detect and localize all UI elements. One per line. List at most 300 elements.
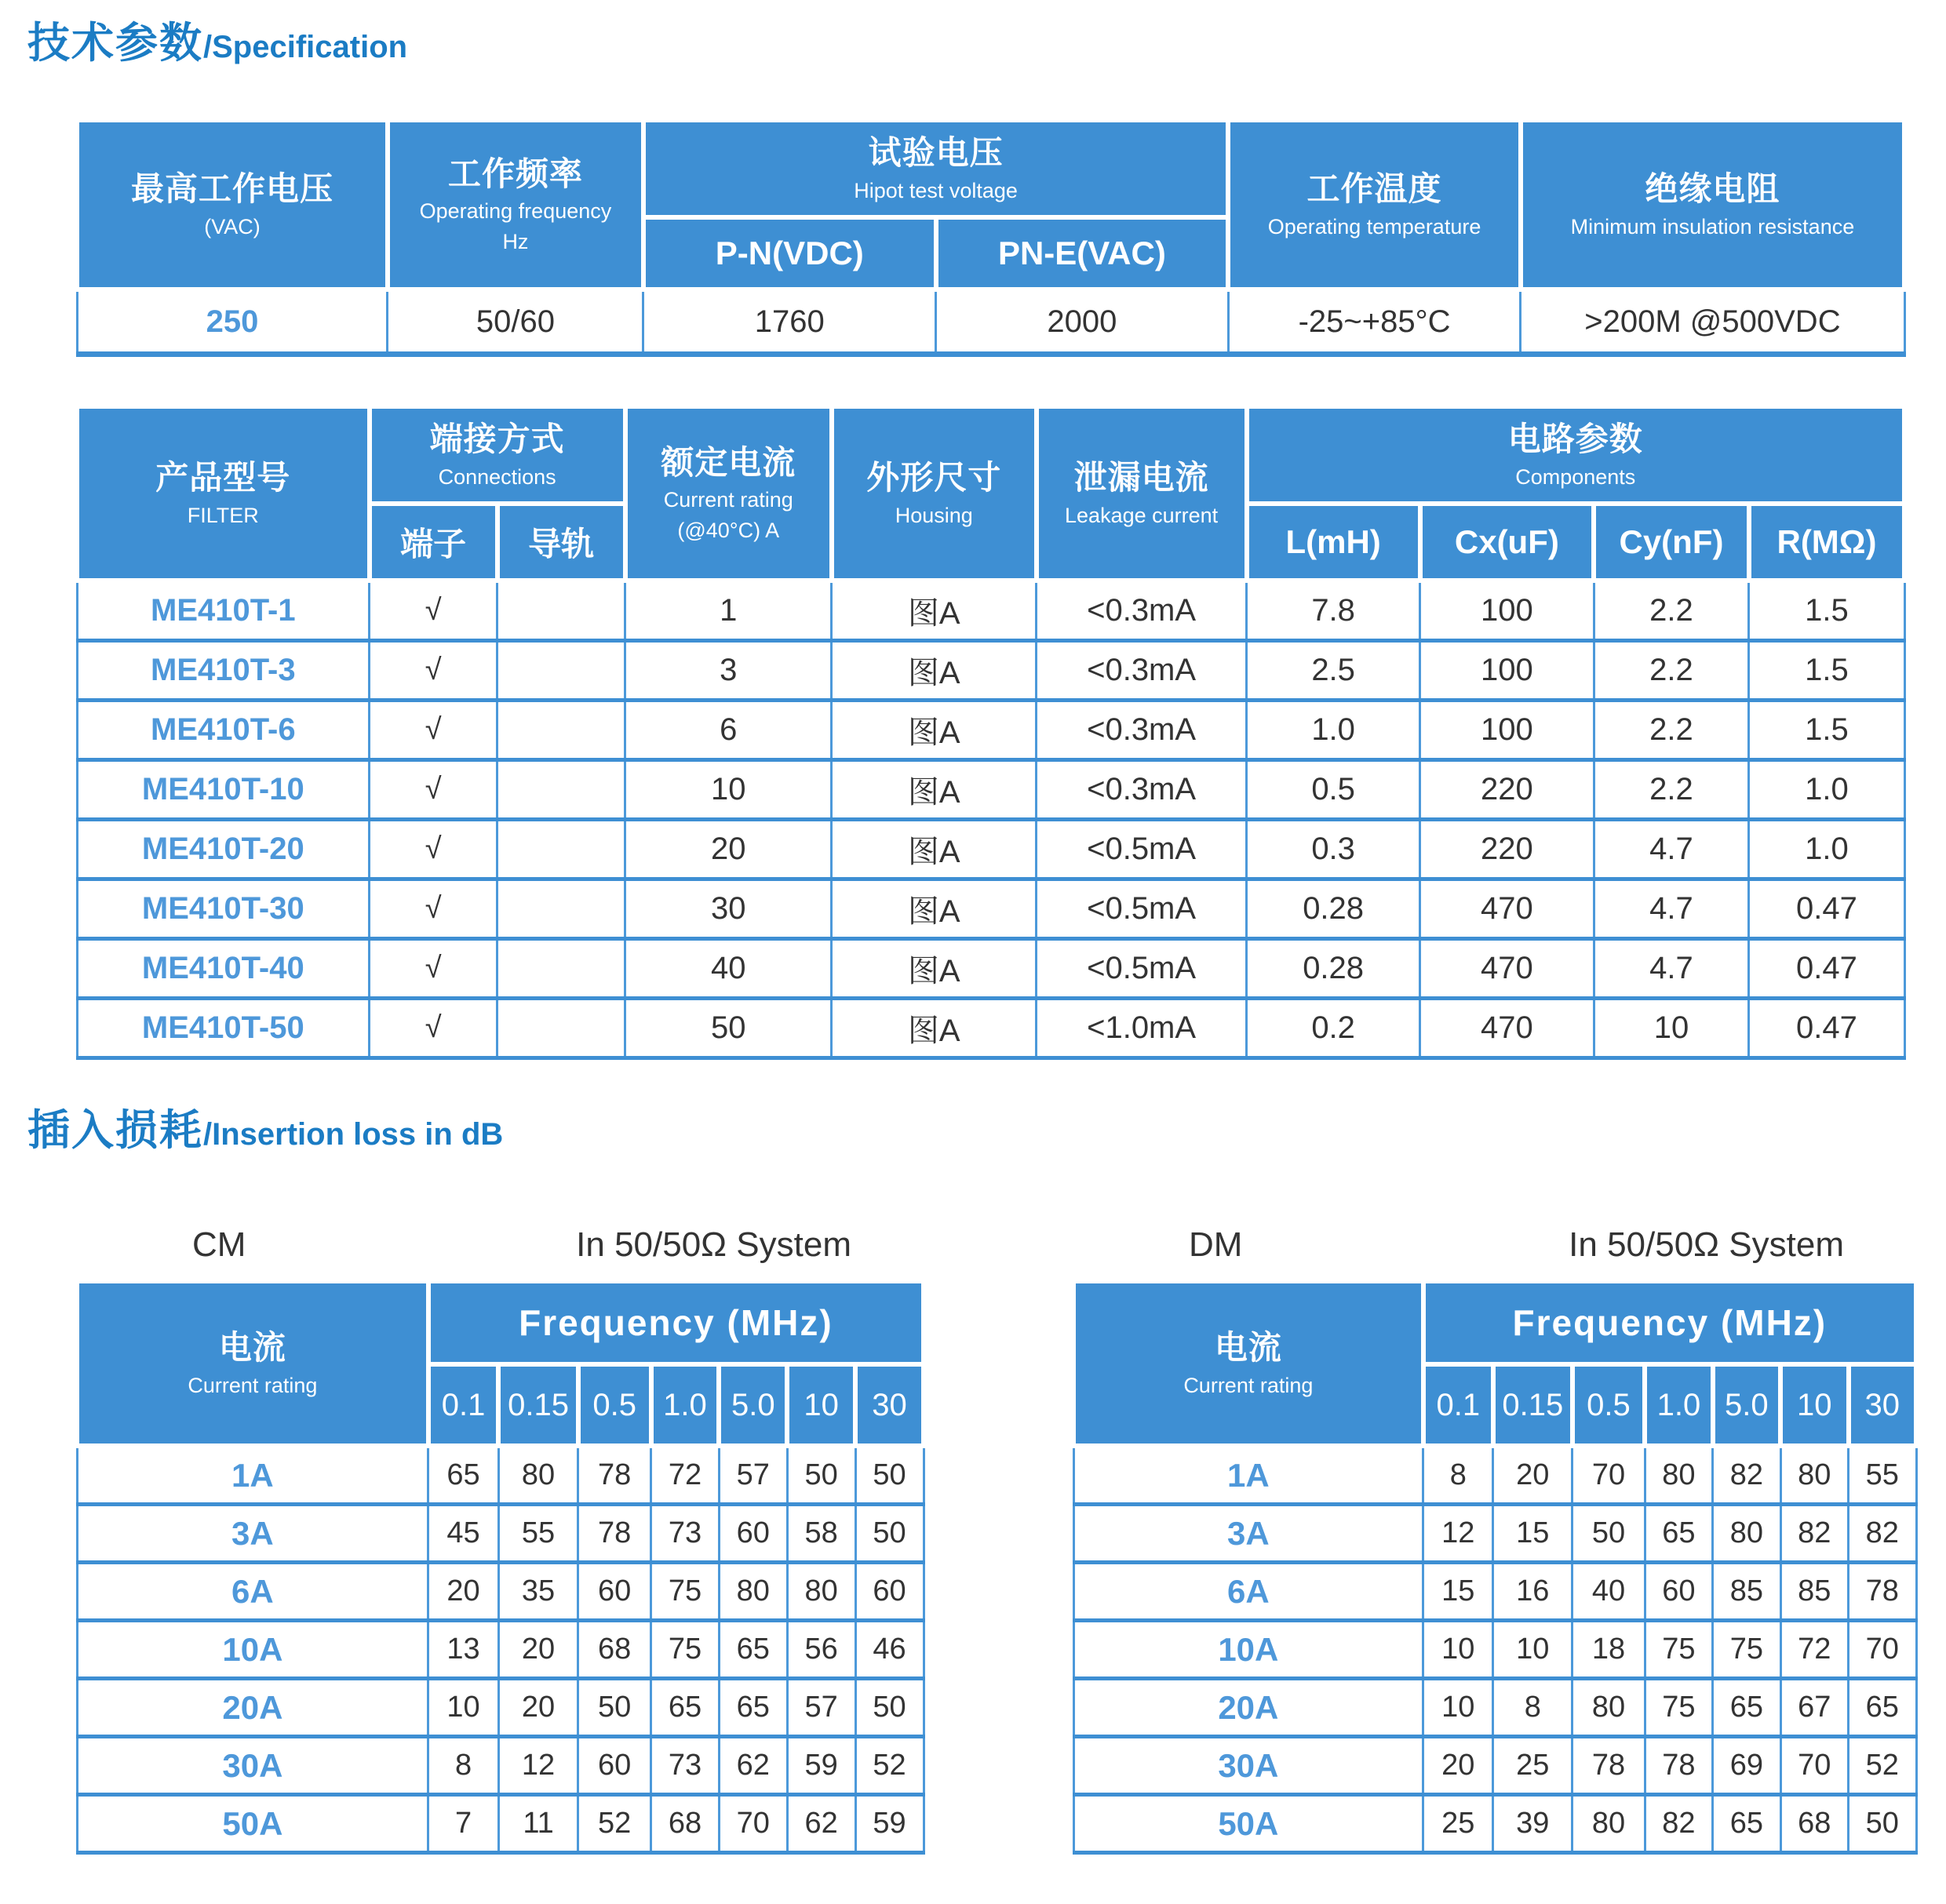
cm-loss-cell: 20 <box>498 1679 578 1737</box>
dm-loss-cell: 8 <box>1423 1446 1493 1505</box>
terminal-check-cell: √ <box>370 760 497 820</box>
current-cell: 3 <box>625 641 832 701</box>
dm-data-row <box>1073 1679 1916 1737</box>
col-resistance-header <box>1749 504 1904 581</box>
cm-loss-cell: 62 <box>787 1795 855 1853</box>
col-terminal-header <box>370 504 497 581</box>
cx-cell: 470 <box>1420 879 1594 939</box>
cm-loss-cell: 65 <box>428 1446 499 1505</box>
cm-loss-cell: 13 <box>428 1621 499 1679</box>
pn-vdc-label: P-N(VDC) <box>715 235 864 271</box>
cy-cell: 4.7 <box>1594 820 1749 879</box>
col-hipot-header <box>643 120 1228 217</box>
dm-loss-cell: 15 <box>1493 1505 1572 1563</box>
dm-loss-cell: 50 <box>1572 1505 1645 1563</box>
leakage-cell: <0.3mA <box>1037 641 1247 701</box>
cm-loss-cell: 7 <box>428 1795 499 1853</box>
rail-cell <box>497 939 625 999</box>
cy-cell: 2.2 <box>1594 641 1749 701</box>
cm-freq-tick: 0.5 <box>578 1364 651 1446</box>
dm-loss-cell: 15 <box>1423 1563 1493 1621</box>
housing-cell: 图A <box>832 581 1037 641</box>
cm-loss-cell: 58 <box>787 1505 855 1563</box>
dm-loss-cell: 70 <box>1572 1446 1645 1505</box>
cx-cell: 220 <box>1420 820 1594 879</box>
resistance-cell: 0.47 <box>1749 999 1904 1058</box>
cm-data-row <box>77 1446 924 1505</box>
dm-table-block <box>1071 1186 1919 1855</box>
resistance-cell: 0.47 <box>1749 939 1904 999</box>
dm-loss-cell: 10 <box>1423 1679 1493 1737</box>
op-frequency-en: Operating frequency <box>419 199 612 224</box>
terminal-check-cell: √ <box>370 820 497 879</box>
dm-loss-cell: 50 <box>1849 1795 1916 1853</box>
rail-cell <box>497 701 625 760</box>
cm-loss-cell: 60 <box>855 1563 924 1621</box>
col-op-frequency-header <box>388 120 643 289</box>
cx-cell: 100 <box>1420 641 1594 701</box>
dm-loss-cell: 75 <box>1713 1621 1780 1679</box>
cm-loss-cell: 59 <box>855 1795 924 1853</box>
cm-loss-cell: 12 <box>498 1737 578 1795</box>
dm-loss-cell: 80 <box>1572 1795 1645 1853</box>
dm-loss-cell: 85 <box>1713 1563 1780 1621</box>
resistance-cell: 1.5 <box>1749 641 1904 701</box>
current-cell: 40 <box>625 939 832 999</box>
cm-loss-cell: 60 <box>578 1737 651 1795</box>
col-pn-vdc-header <box>643 217 936 289</box>
models-table <box>75 404 1907 1060</box>
max-voltage-unit: (VAC) <box>204 214 261 238</box>
dm-loss-cell: 68 <box>1780 1795 1848 1853</box>
terminal-check-cell: √ <box>370 879 497 939</box>
dm-loss-cell: 78 <box>1849 1563 1916 1621</box>
dm-loss-cell: 39 <box>1493 1795 1572 1853</box>
insulation-value: >200M @500VDC <box>1521 289 1904 355</box>
dm-loss-cell: 40 <box>1572 1563 1645 1621</box>
dm-loss-cell: 78 <box>1645 1737 1712 1795</box>
dm-loss-cell: 65 <box>1645 1505 1712 1563</box>
insulation-zh: 绝缘电阻 <box>1645 170 1780 208</box>
cx-label: Cx(uF) <box>1454 523 1559 560</box>
cm-current-rating-cell: 6A <box>77 1563 428 1621</box>
cm-table-block <box>75 1186 926 1855</box>
cm-mode-label: CM <box>192 1225 246 1264</box>
dm-caption <box>1071 1186 1919 1279</box>
spec-section-title <box>27 9 407 70</box>
cm-loss-cell: 46 <box>855 1621 924 1679</box>
dm-loss-cell: 8 <box>1493 1679 1572 1737</box>
model-row <box>77 701 1904 760</box>
dm-current-rating-cell: 3A <box>1073 1505 1423 1563</box>
model-name-cell: ME410T-20 <box>77 820 370 879</box>
cm-freq-tick: 5.0 <box>719 1364 787 1446</box>
cm-loss-cell: 60 <box>578 1563 651 1621</box>
cm-loss-cell: 73 <box>651 1737 720 1795</box>
current-cell: 20 <box>625 820 832 879</box>
cx-cell: 220 <box>1420 760 1594 820</box>
models-table-wrap <box>75 404 1907 1060</box>
col-components-header <box>1247 406 1905 504</box>
cm-current-header <box>77 1281 428 1446</box>
cm-current-rating-cell: 50A <box>77 1795 428 1853</box>
dm-freq-tick: 0.1 <box>1423 1364 1493 1446</box>
dm-freq-tick: 30 <box>1849 1364 1916 1446</box>
dm-loss-cell: 18 <box>1572 1621 1645 1679</box>
cm-loss-cell: 56 <box>787 1621 855 1679</box>
rail-label: 导轨 <box>528 526 595 562</box>
dm-loss-cell: 70 <box>1849 1621 1916 1679</box>
inductance-cell: 0.28 <box>1247 939 1420 999</box>
inductance-cell: 0.5 <box>1247 760 1420 820</box>
dm-loss-cell: 52 <box>1849 1737 1916 1795</box>
cm-loss-cell: 8 <box>428 1737 499 1795</box>
cm-frequency-label: Frequency (MHz) <box>519 1302 833 1343</box>
cy-cell: 10 <box>1594 999 1749 1058</box>
cm-loss-cell: 57 <box>787 1679 855 1737</box>
dm-mode-label: DM <box>1189 1225 1243 1264</box>
housing-en: Housing <box>895 503 973 527</box>
inductance-label: L(mH) <box>1285 523 1381 560</box>
col-max-voltage-header <box>77 120 388 289</box>
model-name-cell: ME410T-30 <box>77 879 370 939</box>
inductance-cell: 0.3 <box>1247 820 1420 879</box>
components-en: Components <box>1515 464 1636 489</box>
cm-current-rating-cell: 3A <box>77 1505 428 1563</box>
op-temperature-value: -25~+85°C <box>1228 289 1521 355</box>
cm-loss-cell: 11 <box>498 1795 578 1853</box>
dm-loss-cell: 25 <box>1423 1795 1493 1853</box>
cm-freq-tick: 10 <box>787 1364 855 1446</box>
leakage-cell: <0.3mA <box>1037 701 1247 760</box>
resistance-cell: 1.0 <box>1749 820 1904 879</box>
resistance-label: R(MΩ) <box>1777 523 1877 560</box>
model-row <box>77 760 1904 820</box>
rail-cell <box>497 999 625 1058</box>
cm-loss-cell: 52 <box>578 1795 651 1853</box>
model-row <box>77 581 1904 641</box>
model-name-cell: ME410T-3 <box>77 641 370 701</box>
current-cell: 30 <box>625 879 832 939</box>
inductance-cell: 2.5 <box>1247 641 1420 701</box>
insulation-en: Minimum insulation resistance <box>1570 214 1855 238</box>
dm-current-zh: 电流 <box>1214 1329 1282 1367</box>
resistance-cell: 0.47 <box>1749 879 1904 939</box>
components-zh: 电路参数 <box>1507 420 1643 458</box>
dm-loss-cell: 75 <box>1645 1679 1712 1737</box>
terminal-label: 端子 <box>400 526 467 562</box>
dm-loss-cell: 82 <box>1780 1505 1848 1563</box>
insertion-loss-title-zh: 插入损耗 <box>27 1107 203 1154</box>
dm-current-rating-cell: 20A <box>1073 1679 1423 1737</box>
model-name-cell: ME410T-50 <box>77 999 370 1058</box>
inductance-cell: 1.0 <box>1247 701 1420 760</box>
cm-loss-cell: 80 <box>787 1563 855 1621</box>
cm-data-row <box>77 1621 924 1679</box>
cm-loss-cell: 50 <box>578 1679 651 1737</box>
leakage-cell: <0.5mA <box>1037 939 1247 999</box>
dm-data-row <box>1073 1795 1916 1853</box>
cm-loss-cell: 35 <box>498 1563 578 1621</box>
housing-cell: 图A <box>832 641 1037 701</box>
model-name-cell: ME410T-1 <box>77 581 370 641</box>
dm-frequency-label: Frequency (MHz) <box>1512 1302 1828 1343</box>
cm-current-rating-cell: 20A <box>77 1679 428 1737</box>
model-name-cell: ME410T-6 <box>77 701 370 760</box>
cm-current-zh: 电流 <box>218 1329 286 1367</box>
dm-loss-cell: 10 <box>1493 1621 1572 1679</box>
dm-loss-cell: 82 <box>1849 1505 1916 1563</box>
col-cy-header <box>1594 504 1749 581</box>
max-voltage-zh: 最高工作电压 <box>130 170 333 208</box>
spec-values-row <box>77 289 1904 355</box>
rail-cell <box>497 641 625 701</box>
pne-vac-value: 2000 <box>936 289 1229 355</box>
cm-frequency-header <box>428 1281 924 1364</box>
cm-loss-cell: 80 <box>719 1563 787 1621</box>
leakage-cell: <0.3mA <box>1037 581 1247 641</box>
cm-loss-cell: 72 <box>651 1446 720 1505</box>
cm-loss-cell: 20 <box>428 1563 499 1621</box>
cx-cell: 100 <box>1420 701 1594 760</box>
cm-loss-cell: 68 <box>651 1795 720 1853</box>
current-rating-zh: 额定电流 <box>661 443 796 481</box>
cm-current-rating-cell: 10A <box>77 1621 428 1679</box>
current-cell: 6 <box>625 701 832 760</box>
connections-en: Connections <box>438 464 556 489</box>
dm-current-rating-cell: 10A <box>1073 1621 1423 1679</box>
leakage-cell: <0.3mA <box>1037 760 1247 820</box>
current-rating-note: (@40°C) A <box>677 519 780 543</box>
cx-cell: 100 <box>1420 581 1594 641</box>
terminal-check-cell: √ <box>370 641 497 701</box>
op-frequency-value: 50/60 <box>388 289 643 355</box>
dm-current-rating-cell: 6A <box>1073 1563 1423 1621</box>
cm-loss-cell: 50 <box>855 1446 924 1505</box>
dm-loss-cell: 80 <box>1645 1446 1712 1505</box>
dm-loss-cell: 69 <box>1713 1737 1780 1795</box>
cm-loss-cell: 73 <box>651 1505 720 1563</box>
cm-freq-tick: 30 <box>855 1364 924 1446</box>
dm-data-row <box>1073 1446 1916 1505</box>
dm-loss-cell: 67 <box>1780 1679 1848 1737</box>
cm-loss-cell: 50 <box>787 1446 855 1505</box>
dm-frequency-header <box>1423 1281 1916 1364</box>
dm-loss-cell: 25 <box>1493 1737 1572 1795</box>
cm-loss-cell: 50 <box>855 1679 924 1737</box>
resistance-cell: 1.5 <box>1749 701 1904 760</box>
leakage-zh: 泄漏电流 <box>1073 459 1209 497</box>
model-row <box>77 879 1904 939</box>
housing-cell: 图A <box>832 879 1037 939</box>
dm-freq-tick: 0.5 <box>1572 1364 1645 1446</box>
cm-loss-cell: 52 <box>855 1737 924 1795</box>
terminal-check-cell: √ <box>370 581 497 641</box>
cm-loss-cell: 78 <box>578 1505 651 1563</box>
col-pne-vac-header <box>936 217 1229 289</box>
terminal-check-cell: √ <box>370 999 497 1058</box>
rail-cell <box>497 879 625 939</box>
cm-freq-tick: 0.1 <box>428 1364 499 1446</box>
cm-data-row <box>77 1795 924 1853</box>
model-row <box>77 641 1904 701</box>
dm-loss-cell: 85 <box>1780 1563 1848 1621</box>
op-frequency-zh: 工作频率 <box>447 155 583 192</box>
col-product-header <box>77 406 370 581</box>
cm-loss-cell: 75 <box>651 1621 720 1679</box>
cm-loss-cell: 65 <box>651 1679 720 1737</box>
cm-system-label: In 50/50Ω System <box>576 1225 851 1264</box>
cm-current-en: Current rating <box>188 1373 318 1397</box>
leakage-cell: <1.0mA <box>1037 999 1247 1058</box>
cy-cell: 2.2 <box>1594 701 1749 760</box>
cm-data-row <box>77 1505 924 1563</box>
resistance-cell: 1.0 <box>1749 760 1904 820</box>
dm-current-en: Current rating <box>1183 1373 1314 1397</box>
hipot-en: Hipot test voltage <box>854 178 1018 202</box>
dm-loss-cell: 72 <box>1780 1621 1848 1679</box>
rail-cell <box>497 760 625 820</box>
cy-label: Cy(nF) <box>1619 523 1724 560</box>
col-housing-header <box>832 406 1037 581</box>
dm-data-row <box>1073 1505 1916 1563</box>
insertion-loss-title-en: /Insertion loss in dB <box>203 1117 504 1152</box>
pne-vac-label: PN-E(VAC) <box>997 235 1166 271</box>
housing-zh: 外形尺寸 <box>866 459 1002 497</box>
cm-loss-cell: 57 <box>719 1446 787 1505</box>
dm-current-rating-cell: 1A <box>1073 1446 1423 1505</box>
cm-loss-cell: 20 <box>498 1621 578 1679</box>
col-cx-header <box>1420 504 1594 581</box>
dm-loss-cell: 65 <box>1849 1679 1916 1737</box>
dm-loss-cell: 55 <box>1849 1446 1916 1505</box>
housing-cell: 图A <box>832 760 1037 820</box>
cm-current-rating-cell: 30A <box>77 1737 428 1795</box>
model-row <box>77 820 1904 879</box>
resistance-cell: 1.5 <box>1749 581 1904 641</box>
spec-title-en: /Specification <box>203 30 408 64</box>
cm-data-row <box>77 1563 924 1621</box>
inductance-cell: 0.2 <box>1247 999 1420 1058</box>
current-rating-en: Current rating <box>663 488 793 512</box>
leakage-cell: <0.5mA <box>1037 820 1247 879</box>
rail-cell <box>497 820 625 879</box>
model-row <box>77 939 1904 999</box>
cm-loss-cell: 55 <box>498 1505 578 1563</box>
cm-data-row <box>77 1679 924 1737</box>
current-cell: 10 <box>625 760 832 820</box>
model-name-cell: ME410T-10 <box>77 760 370 820</box>
dm-data-row <box>1073 1737 1916 1795</box>
housing-cell: 图A <box>832 999 1037 1058</box>
inductance-cell: 0.28 <box>1247 879 1420 939</box>
op-frequency-unit: Hz <box>502 230 529 254</box>
col-leakage-header <box>1037 406 1247 581</box>
spec-table-wrap <box>75 118 1907 357</box>
dm-loss-cell: 16 <box>1493 1563 1572 1621</box>
col-op-temperature-header <box>1228 120 1521 289</box>
dm-loss-cell: 60 <box>1645 1563 1712 1621</box>
product-en: FILTER <box>187 503 259 527</box>
cm-loss-cell: 59 <box>787 1737 855 1795</box>
cm-data-row <box>77 1737 924 1795</box>
dm-freq-tick: 10 <box>1780 1364 1848 1446</box>
dm-loss-cell: 75 <box>1645 1621 1712 1679</box>
cm-current-rating-cell: 1A <box>77 1446 428 1505</box>
col-insulation-header <box>1521 120 1904 289</box>
cy-cell: 4.7 <box>1594 879 1749 939</box>
rail-cell <box>497 581 625 641</box>
pn-vdc-value: 1760 <box>643 289 936 355</box>
leakage-cell: <0.5mA <box>1037 879 1247 939</box>
dm-loss-cell: 70 <box>1780 1737 1848 1795</box>
dm-system-label: In 50/50Ω System <box>1569 1225 1844 1264</box>
dm-data-row <box>1073 1563 1916 1621</box>
cy-cell: 2.2 <box>1594 760 1749 820</box>
model-row <box>77 999 1904 1058</box>
cm-loss-cell: 80 <box>498 1446 578 1505</box>
dm-current-rating-cell: 30A <box>1073 1737 1423 1795</box>
dm-loss-cell: 65 <box>1713 1795 1780 1853</box>
dm-insertion-loss-table <box>1071 1279 1919 1855</box>
col-rail-header <box>497 504 625 581</box>
dm-loss-cell: 78 <box>1572 1737 1645 1795</box>
cm-loss-cell: 10 <box>428 1679 499 1737</box>
dm-loss-cell: 65 <box>1713 1679 1780 1737</box>
col-connections-header <box>370 406 625 504</box>
cm-caption <box>75 1186 926 1279</box>
dm-data-row <box>1073 1621 1916 1679</box>
cm-loss-cell: 65 <box>719 1621 787 1679</box>
dm-loss-cell: 82 <box>1713 1446 1780 1505</box>
inductance-cell: 7.8 <box>1247 581 1420 641</box>
cm-loss-cell: 75 <box>651 1563 720 1621</box>
dm-loss-cell: 80 <box>1572 1679 1645 1737</box>
cm-loss-cell: 62 <box>719 1737 787 1795</box>
spec-table <box>75 118 1907 357</box>
dm-loss-cell: 20 <box>1423 1737 1493 1795</box>
cm-loss-cell: 65 <box>719 1679 787 1737</box>
cm-loss-cell: 70 <box>719 1795 787 1853</box>
dm-loss-cell: 12 <box>1423 1505 1493 1563</box>
op-temperature-en: Operating temperature <box>1267 214 1481 238</box>
col-current-rating-header <box>625 406 832 581</box>
housing-cell: 图A <box>832 701 1037 760</box>
cx-cell: 470 <box>1420 999 1594 1058</box>
spec-title-zh: 技术参数 <box>27 20 203 67</box>
connections-zh: 端接方式 <box>429 420 565 458</box>
model-name-cell: ME410T-40 <box>77 939 370 999</box>
terminal-check-cell: √ <box>370 939 497 999</box>
dm-loss-cell: 20 <box>1493 1446 1572 1505</box>
cy-cell: 2.2 <box>1594 581 1749 641</box>
current-cell: 1 <box>625 581 832 641</box>
housing-cell: 图A <box>832 820 1037 879</box>
col-inductance-header <box>1247 504 1420 581</box>
cm-loss-cell: 78 <box>578 1446 651 1505</box>
dm-loss-cell: 80 <box>1780 1446 1848 1505</box>
dm-loss-cell: 10 <box>1423 1621 1493 1679</box>
cm-loss-cell: 68 <box>578 1621 651 1679</box>
dm-freq-tick: 0.15 <box>1493 1364 1572 1446</box>
cm-loss-cell: 45 <box>428 1505 499 1563</box>
housing-cell: 图A <box>832 939 1037 999</box>
dm-current-rating-cell: 50A <box>1073 1795 1423 1853</box>
dm-freq-tick: 5.0 <box>1713 1364 1780 1446</box>
cx-cell: 470 <box>1420 939 1594 999</box>
dm-loss-cell: 82 <box>1645 1795 1712 1853</box>
op-temperature-zh: 工作温度 <box>1306 170 1442 208</box>
